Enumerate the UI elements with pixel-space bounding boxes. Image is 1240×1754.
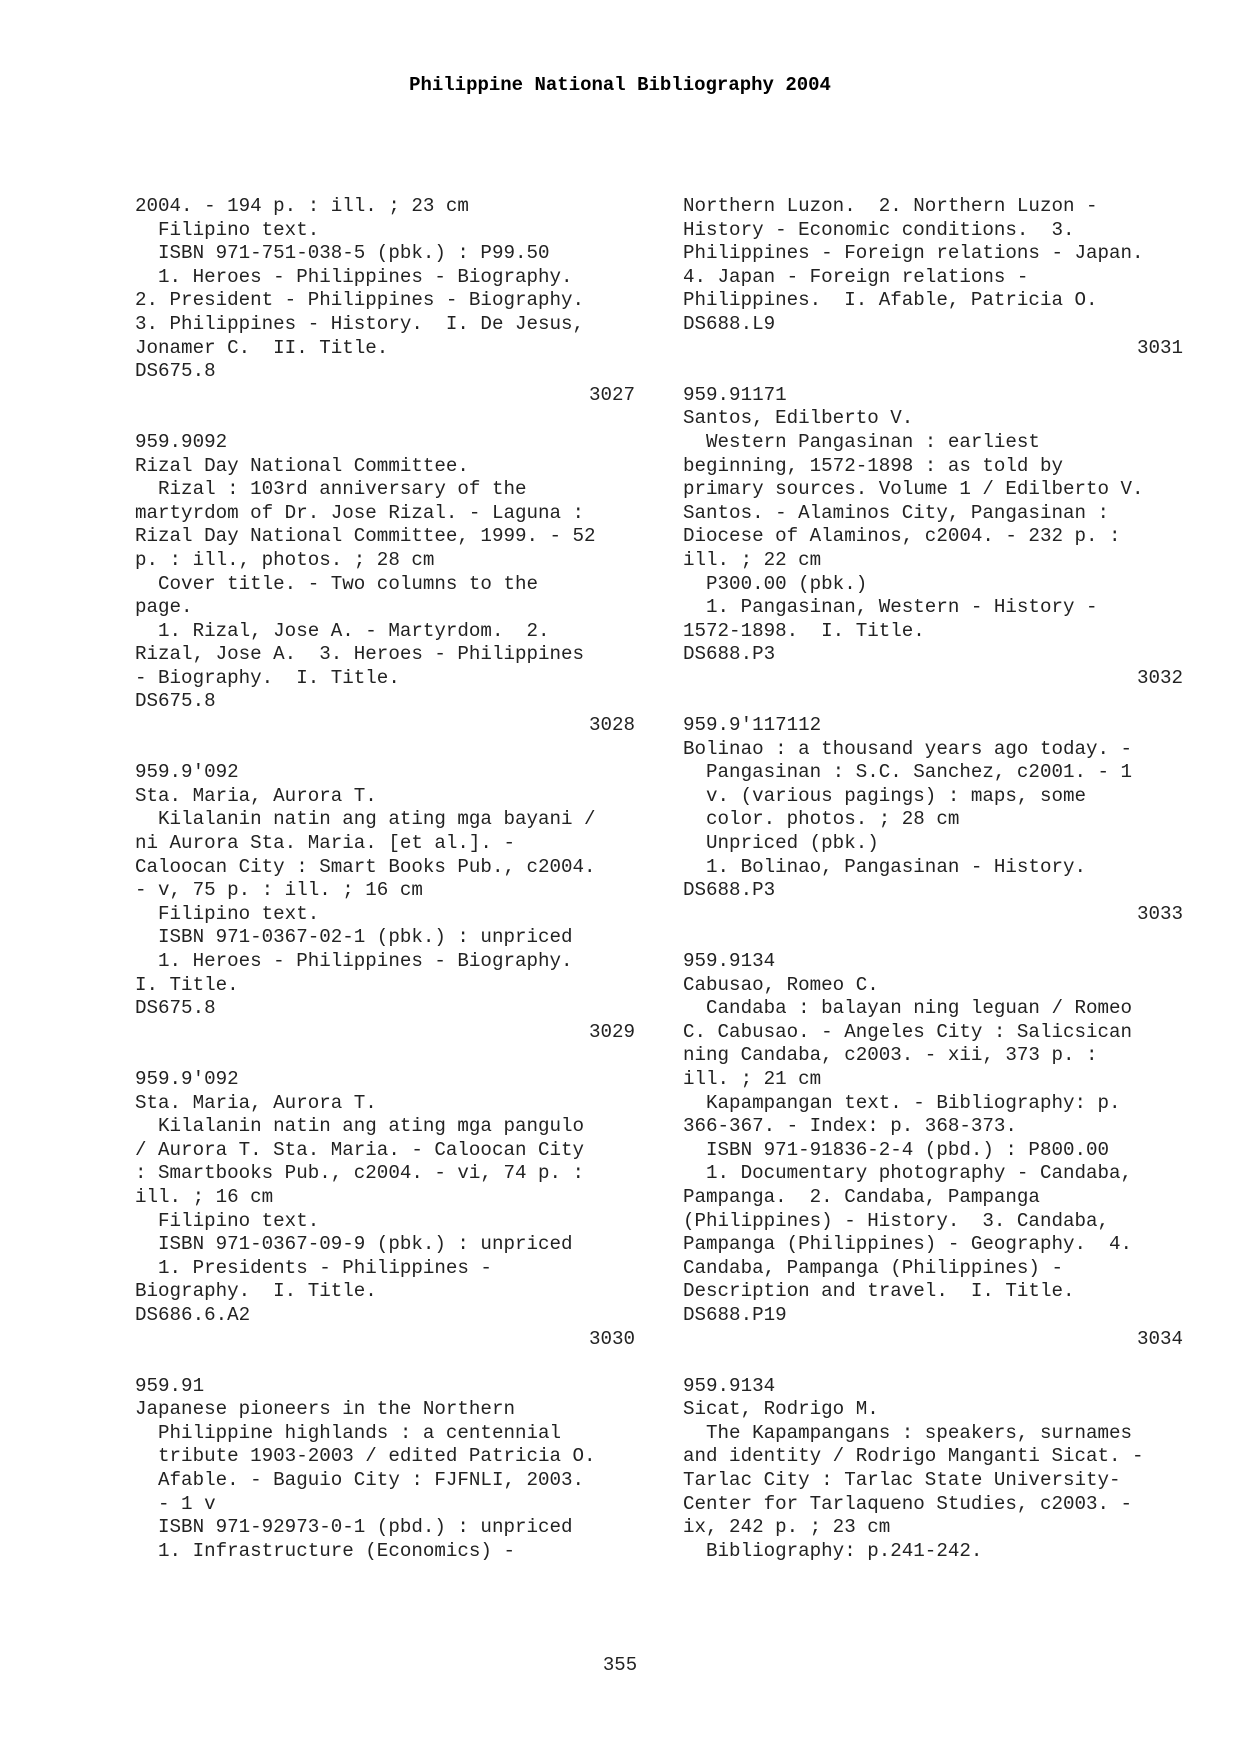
entry-line: and identity / Rodrigo Manganti Sicat. -	[683, 1445, 1144, 1468]
entry-line: Afable. - Baguio City : FJFNLI, 2003.	[135, 1469, 585, 1492]
entry-line: 1. Pangasinan, Western - History -	[683, 596, 1098, 619]
entry-line: 959.91171	[683, 383, 787, 406]
left-column	[135, 195, 635, 1563]
entry-line: page.	[135, 596, 193, 619]
entry-line: Cabusao, Romeo C.	[683, 973, 879, 996]
entry-spacer	[683, 926, 1183, 950]
entry-line: Sta. Maria, Aurora T.	[135, 1091, 377, 1114]
entry-line: Rizal Day National Committee.	[135, 454, 469, 477]
entry-spacer	[135, 1351, 635, 1375]
right-column	[683, 195, 1183, 1563]
entry-line: Rizal, Jose A. 3. Heroes - Philippines	[135, 643, 585, 666]
entry-number: 3034	[1136, 1327, 1183, 1350]
entry-line: Bibliography: p.241-242.	[683, 1539, 983, 1562]
entry-spacer	[135, 1044, 635, 1068]
entry-number: 3031	[1136, 336, 1183, 359]
entry-line: 366-367. - Index: p. 368-373.	[683, 1115, 1017, 1138]
entry-line: DS675.8	[135, 997, 216, 1020]
entry-line: color. photos. ; 28 cm	[683, 808, 960, 831]
entry-line: History - Economic conditions. 3.	[683, 218, 1075, 241]
entry-line: - v, 75 p. : ill. ; 16 cm	[135, 879, 423, 902]
entry-line: tribute 1903-2003 / edited Patricia O.	[135, 1445, 596, 1468]
entry-line: 2004. - 194 p. : ill. ; 23 cm	[135, 195, 469, 217]
entry-line: 3. Philippines - History. I. De Jesus,	[135, 312, 585, 335]
entry-number: 3028	[588, 714, 635, 737]
entry-line: martyrdom of Dr. Jose Rizal. - Laguna :	[135, 501, 585, 524]
bibliography-entry	[683, 195, 1183, 360]
entry-line: Biography. I. Title.	[135, 1280, 377, 1303]
entry-line: 959.9134	[683, 1374, 776, 1397]
entry-number: 3029	[588, 1020, 635, 1043]
entry-line: Philippines. I. Afable, Patricia O.	[683, 289, 1098, 312]
entry-line: Philippine highlands : a centennial	[135, 1421, 562, 1444]
entry-line: ill. ; 16 cm	[135, 1185, 274, 1208]
entry-line: Candaba, Pampanga (Philippines) -	[683, 1256, 1063, 1279]
entry-line: Center for Tarlaqueno Studies, c2003. -	[683, 1492, 1133, 1515]
entry-line: Northern Luzon. 2. Northern Luzon -	[683, 195, 1098, 217]
entry-line: Pangasinan : S.C. Sanchez, c2001. - 1	[683, 761, 1133, 784]
entry-line: 4. Japan - Foreign relations -	[683, 265, 1029, 288]
entry-line: Rizal : 103rd anniversary of the	[135, 478, 527, 501]
entry-line: DS688.P3	[683, 643, 776, 666]
entry-spacer	[135, 407, 635, 431]
entry-line: primary sources. Volume 1 / Edilberto V.	[683, 478, 1144, 501]
entry-line: 1. Heroes - Philippines - Biography.	[135, 950, 573, 972]
entry-line: Santos. - Alaminos City, Pangasinan :	[683, 501, 1110, 524]
entry-line: ISBN 971-0367-02-1 (pbk.) : unpriced	[135, 926, 573, 949]
entry-line: Sicat, Rodrigo M.	[683, 1398, 879, 1421]
entry-line: ISBN 971-751-038-5 (pbk.) : P99.50	[135, 242, 550, 265]
entry-number: 3033	[1136, 902, 1183, 925]
entry-line: Filipino text.	[135, 218, 320, 241]
entry-line: Sta. Maria, Aurora T.	[135, 784, 377, 807]
bibliography-entry	[135, 431, 635, 738]
bibliography-entry	[135, 1375, 635, 1564]
entry-line: ni Aurora Sta. Maria. [et al.]. -	[135, 832, 515, 855]
page-number: 355	[602, 1654, 638, 1676]
bibliography-entry	[683, 1375, 1183, 1564]
entry-line: 1. Infrastructure (Economics) -	[135, 1539, 515, 1562]
entry-line: - 1 v	[135, 1492, 216, 1515]
entry-line: 959.9'092	[135, 761, 239, 784]
entry-line: DS688.L9	[683, 312, 776, 335]
entry-line: beginning, 1572-1898 : as told by	[683, 454, 1063, 477]
entry-line: ill. ; 21 cm	[683, 1067, 822, 1090]
entry-line: Western Pangasinan : earliest	[683, 430, 1040, 453]
entry-line: (Philippines) - History. 3. Candaba,	[683, 1209, 1110, 1232]
entry-line: I. Title.	[135, 973, 239, 996]
entry-line: Diocese of Alaminos, c2004. - 232 p. :	[683, 525, 1121, 548]
entry-spacer	[683, 1351, 1183, 1375]
entry-line: Kapampangan text. - Bibliography: p.	[683, 1091, 1121, 1114]
entry-line: 959.9092	[135, 430, 228, 453]
entry-line: 1. Presidents - Philippines -	[135, 1256, 492, 1279]
entry-line: 959.9'117112	[683, 714, 822, 737]
entry-line: Kilalanin natin ang ating mga bayani /	[135, 808, 596, 831]
entry-line: Candaba : balayan ning leguan / Romeo	[683, 997, 1133, 1020]
entry-line: Cover title. - Two columns to the	[135, 572, 539, 595]
entry-line: Filipino text.	[135, 902, 320, 925]
entry-line: The Kapampangans : speakers, surnames	[683, 1421, 1133, 1444]
entry-number: 3032	[1136, 666, 1183, 689]
entry-line: 1. Heroes - Philippines - Biography.	[135, 265, 573, 288]
entry-line: 1572-1898. I. Title.	[683, 619, 925, 642]
entry-line: DS688.P3	[683, 879, 776, 902]
entry-line: Jonamer C. II. Title.	[135, 336, 389, 359]
entry-line: : Smartbooks Pub., c2004. - vi, 74 p. :	[135, 1162, 585, 1185]
entry-spacer	[683, 360, 1183, 384]
entry-line: / Aurora T. Sta. Maria. - Caloocan City	[135, 1138, 585, 1161]
entry-line: Rizal Day National Committee, 1999. - 52	[135, 525, 596, 548]
entry-line: Description and travel. I. Title.	[683, 1280, 1075, 1303]
entry-line: Unpriced (pbk.)	[683, 832, 879, 855]
entry-line: p. : ill., photos. ; 28 cm	[135, 548, 435, 571]
entry-line: 1. Bolinao, Pangasinan - History.	[683, 855, 1087, 878]
entry-line: Pampanga. 2. Candaba, Pampanga	[683, 1185, 1040, 1208]
bibliography-entry	[683, 384, 1183, 691]
entry-line: 1. Documentary photography - Candaba,	[683, 1162, 1133, 1185]
entry-number: 3027	[588, 383, 635, 406]
bibliography-entry	[135, 761, 635, 1044]
entry-line: Caloocan City : Smart Books Pub., c2004.	[135, 855, 596, 878]
entry-line: Kilalanin natin ang ating mga pangulo	[135, 1115, 585, 1138]
entry-line: ning Candaba, c2003. - xii, 373 p. :	[683, 1044, 1098, 1067]
entry-line: Santos, Edilberto V.	[683, 407, 914, 430]
entry-line: 959.9'092	[135, 1067, 239, 1090]
entry-line: DS675.8	[135, 360, 216, 383]
entry-line: Filipino text.	[135, 1209, 320, 1232]
bibliography-entry	[683, 950, 1183, 1351]
entry-line: - Biography. I. Title.	[135, 666, 400, 689]
entry-line: v. (various pagings) : maps, some	[683, 784, 1087, 807]
entry-line: ill. ; 22 cm	[683, 548, 822, 571]
entry-line: DS688.P19	[683, 1303, 787, 1326]
entry-line: DS686.6.A2	[135, 1303, 251, 1326]
entry-line: Bolinao : a thousand years ago today. -	[683, 737, 1133, 760]
entry-line: 959.9134	[683, 950, 776, 972]
entry-line: P300.00 (pbk.)	[683, 572, 868, 595]
entry-line: Philippines - Foreign relations - Japan.	[683, 242, 1144, 265]
entry-line: 959.91	[135, 1374, 205, 1397]
entry-line: ix, 242 p. ; 23 cm	[683, 1516, 891, 1539]
entry-line: Japanese pioneers in the Northern	[135, 1398, 515, 1421]
page-title: Philippine National Bibliography 2004	[409, 74, 831, 96]
entry-line: Pampanga (Philippines) - Geography. 4.	[683, 1233, 1133, 1256]
bibliography-entry	[683, 714, 1183, 926]
entry-line: 2. President - Philippines - Biography.	[135, 289, 585, 312]
entry-line: ISBN 971-0367-09-9 (pbk.) : unpriced	[135, 1233, 573, 1256]
entry-spacer	[135, 738, 635, 762]
bibliography-entry	[135, 195, 635, 407]
entry-line: C. Cabusao. - Angeles City : Salicsican	[683, 1020, 1133, 1043]
entry-line: 1. Rizal, Jose A. - Martyrdom. 2.	[135, 619, 550, 642]
entry-number: 3030	[588, 1327, 635, 1350]
entry-line: ISBN 971-91836-2-4 (pbd.) : P800.00	[683, 1138, 1110, 1161]
entry-line: ISBN 971-92973-0-1 (pbd.) : unpriced	[135, 1516, 573, 1539]
bibliography-entry	[135, 1068, 635, 1351]
entry-line: DS675.8	[135, 690, 216, 713]
entry-line: Tarlac City : Tarlac State University-	[683, 1469, 1121, 1492]
entry-spacer	[683, 690, 1183, 714]
